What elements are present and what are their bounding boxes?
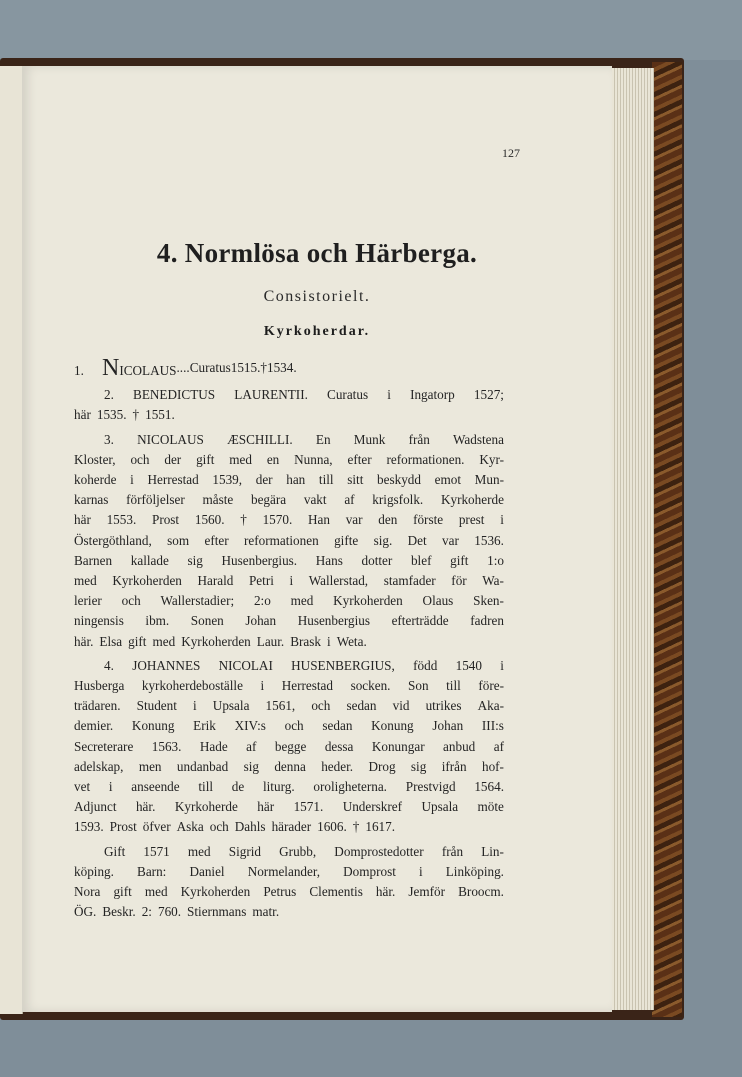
text-line: köping. Barn: Daniel Normelander, Domprost i Linköping. bbox=[74, 863, 504, 879]
text-line: Östergöthland, som efter reformationen gifte sig. Det var 1536. bbox=[74, 532, 504, 548]
left-page-edge bbox=[0, 66, 23, 1014]
text-line: adelskap, men undanbad sig denna heder. Drog sig ifrån hof- bbox=[74, 758, 504, 774]
text-line: 2. BENEDICTUS LAURENTII. Curatus i Ingatorp 1527; bbox=[104, 387, 504, 403]
text-line: ÖG. Beskr. 2: 760. Stiernmans matr. bbox=[74, 904, 280, 920]
text-line: koherde i Herrestad 1539, der han till sitt beskydd emot Mun- bbox=[74, 472, 504, 488]
book-page bbox=[22, 66, 612, 1012]
text-line: ningensis ibm. Sonen Johan Husenbergius efterträdde fadren bbox=[74, 613, 504, 629]
page-number: 127 bbox=[502, 146, 520, 160]
page-edge-stack bbox=[612, 68, 654, 1010]
text-line: trädaren. Student i Upsala 1561, och sedan vid utrikes Aka- bbox=[74, 698, 504, 714]
text-line: Secreterare 1563. Hade af begge dessa Konungar anbud af bbox=[74, 738, 504, 754]
marbled-cover-edge bbox=[652, 62, 682, 1017]
text-line: Nora gift med Kyrkoherden Petrus Clementis här. Jemför Broocm. bbox=[74, 884, 504, 900]
text-line: 1593. Prost öfver Aska och Dahls härader 1606. † 1617. bbox=[74, 819, 396, 835]
section-heading: Kyrkoherdar. bbox=[263, 324, 371, 339]
text-line: här 1553. Prost 1560. † 1570. Han var den förste prest i bbox=[74, 512, 504, 528]
entry-list bbox=[74, 355, 504, 926]
text-line: demier. Konung Erik XIV:s och sedan Konung Johan III:s bbox=[74, 718, 504, 734]
text-line: 4. JOHANNES NICOLAI HUSENBERGIUS, född 1540 i bbox=[104, 657, 504, 673]
text-line: Husberga kyrkoherdeboställe i Herrestad socken. Son till före- bbox=[74, 678, 504, 694]
text-line: Kloster, och der gift med en Nunna, efter reformationen. Kyr- bbox=[74, 451, 504, 467]
text-line: karnas förföljelser måste begära vakt af krigsfolk. Kyrkoherde bbox=[74, 492, 504, 508]
text-line: Adjunct här. Kyrkoherde här 1571. Underskref Upsala möte bbox=[74, 799, 504, 815]
text-line: 3. NICOLAUS ÆSCHILLI. En Munk från Wadstena bbox=[104, 431, 504, 447]
text-line: lerier och Wallerstadier; 2:o med Kyrkoherden Olaus Sken- bbox=[74, 593, 504, 609]
entry-3 bbox=[74, 430, 504, 652]
text-line: Barnen kallade sig Husenbergius. Hans dotter blef gift 1:o bbox=[74, 552, 504, 568]
text-line: NICOLAUS . . . . Curatus 1515. † 1534. bbox=[102, 355, 297, 381]
text-line: med Kyrkoherden Harald Petri i Wallerstad, stamfader för Wa- bbox=[74, 573, 504, 589]
subtitle: Consistorielt. bbox=[263, 288, 371, 305]
text-line: vet i anseende till de liturg. oroligheterna. Prestvigd 1564. bbox=[74, 779, 504, 795]
background bbox=[0, 0, 742, 60]
entry-number: 1. bbox=[74, 363, 84, 378]
text-line: här 1535. † 1551. bbox=[74, 407, 175, 423]
chapter-title: 4. Normlösa och Härberga. bbox=[156, 238, 478, 268]
text-line: Gift 1571 med Sigrid Grubb, Domprostedotter från Lin- bbox=[104, 843, 504, 859]
entry-4 bbox=[74, 656, 504, 838]
text-line: här. Elsa gift med Kyrkoherden Laur. Brask i Weta. bbox=[74, 633, 367, 649]
entry-2 bbox=[74, 385, 504, 425]
entry-5 bbox=[74, 842, 504, 923]
entry-1 bbox=[74, 355, 504, 381]
